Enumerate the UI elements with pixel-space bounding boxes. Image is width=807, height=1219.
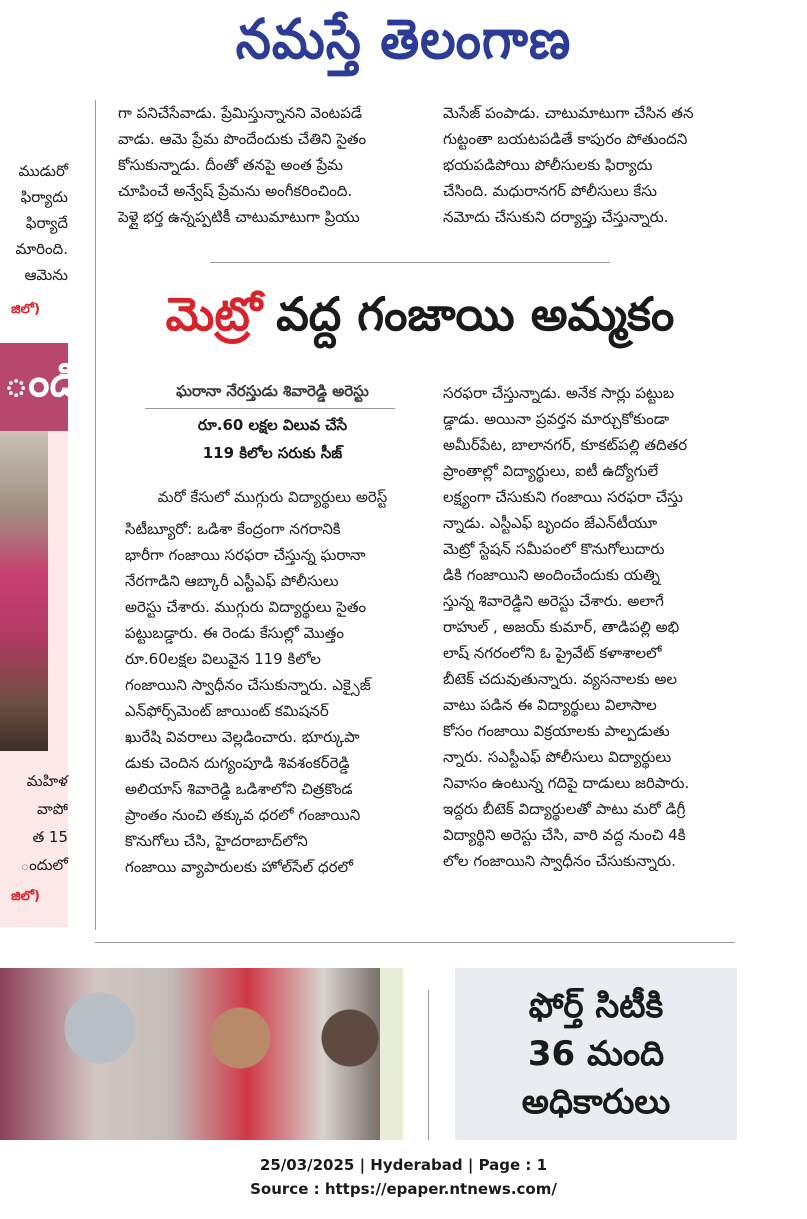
deck-subhead-3: మరో కేసులో ముగ్గురు విద్యార్థులు అరెస్ట్ bbox=[157, 488, 388, 506]
text-line: భయపడిపోయి పోలీసులకు ఫిర్యాదు bbox=[443, 156, 653, 174]
footer-source-line: Source : https://epaper.ntnews.com/ bbox=[250, 1180, 557, 1198]
story-separator bbox=[210, 262, 610, 263]
footer-date-line: 25/03/2025 | Hyderabad | Page : 1 bbox=[259, 1156, 548, 1174]
text-line: సరఫరా చేస్తున్నాడు. అనేక సార్లు పట్టుబ bbox=[443, 384, 675, 402]
left-fragment-5: ఆమెను bbox=[24, 266, 68, 284]
text-line: మెట్రో స్టేషన్ సమీపంలో కొనుగోలుదారు bbox=[443, 540, 665, 558]
text-line: నమోదు చేసుకుని దర్యాప్తు చేస్తున్నారు. bbox=[443, 208, 669, 226]
text-line: గంజాయిని స్వాధీనం చేసుకున్నారు. ఎక్సైజ్ bbox=[125, 676, 371, 694]
text-line: ప్రాంతాల్లో విద్యార్థులు, ఐటీ ఉద్యోగులే bbox=[443, 462, 659, 480]
text-line: విద్యార్థిని అరెస్టు చేసి, వారి వద్ద నుంచి 4కి bbox=[443, 826, 686, 844]
left-fragment-4: మారింది. bbox=[15, 240, 68, 258]
text-line: డికి గంజాయిని అందించేందుకు యత్ని bbox=[443, 566, 660, 584]
pink-headline-box bbox=[0, 343, 81, 431]
deck-subhead-1: ఘరానా నేరస్తుడు శివారెడ్డి అరెస్టు bbox=[176, 382, 369, 400]
text-line: వాటు పడిన ఈ విద్యార్థులు విలాసాల bbox=[443, 696, 657, 714]
text-line: ప్రాంతం నుంచి తక్కువ ధరలో గంజాయిని bbox=[125, 806, 361, 824]
masthead-title: నమస్తే తెలంగాణ bbox=[235, 6, 572, 72]
text-line: లాష్ నగరంలోని ఓ ప్రైవేట్ కళాశాలలో bbox=[443, 644, 662, 662]
section-rule bbox=[95, 942, 735, 943]
deck-subhead-2a: రూ.60 లక్షల విలువ చేసే bbox=[197, 416, 348, 434]
column-divider-left bbox=[95, 100, 96, 930]
side-headline-line-3: అధికారులు bbox=[521, 1082, 671, 1122]
text-line: గా పనిచేసేవాడు. ప్రేమిస్తున్నానని వెంటపడే bbox=[118, 104, 363, 122]
left-credit: జిలో) bbox=[11, 302, 40, 317]
left-fragment-8: త 15 bbox=[32, 828, 68, 846]
text-line: ఇద్దరు బీటెక్ విద్యార్థులతో పాటు మరో డిగ్రీ bbox=[443, 800, 686, 818]
text-line: పెళ్లై భర్త ఉన్నప్పటికీ చాటుమాటుగా ప్రియు bbox=[118, 208, 360, 226]
text-line: లోల గంజాయిని స్వాధీనం చేసుకున్నారు. bbox=[443, 852, 676, 870]
masthead bbox=[0, 0, 807, 92]
text-line: బీటెక్ చదువుతున్నారు. వ్యసనాలకు అల bbox=[443, 670, 677, 688]
text-line: భారీగా గంజాయి సరఫరా చేస్తున్న ఘరానా bbox=[125, 546, 366, 564]
text-line: వాడు. ఆమె ప్రేమ పొందేందుకు చేతిని సైతం bbox=[118, 130, 367, 148]
top-story-column-2 bbox=[443, 100, 738, 230]
top-story-column-1 bbox=[118, 100, 418, 230]
column-divider-bottom bbox=[428, 990, 429, 1140]
text-line: రాహుల్ , అజయ్ కుమార్, తాడిపల్లి అభి bbox=[443, 618, 680, 636]
text-line: నేరగాడిని ఆబ్కారీ ఎస్టీఎఫ్ పోలీసులు bbox=[125, 572, 339, 590]
pink-box-text: ండి bbox=[4, 357, 81, 406]
headline-text: వద్ద గంజాయి అమ్మకం bbox=[276, 287, 675, 341]
text-line: చేసింది. మధురానగర్ పోలీసులు కేసు bbox=[443, 182, 657, 200]
text-line: కోసం గంజాయి విక్రయాలకు పాల్పడుతు bbox=[443, 722, 670, 740]
text-line: అలియాస్ శివారెడ్డి ఒడిశాలోని చిత్రకొండ bbox=[125, 780, 353, 798]
left-fragment-2: ఫిర్యాదు bbox=[20, 188, 68, 206]
main-story-column-1 bbox=[125, 516, 417, 880]
text-line: గంజాయి వ్యాపారులకు హోల్‌సేల్ ధరలో bbox=[125, 858, 353, 876]
text-line: మెసేజ్ పంపాడు. చాటుమాటుగా చేసిన తన bbox=[443, 104, 694, 122]
side-headline-box bbox=[455, 968, 737, 1140]
deck-subhead-2b: 119 కిలోల సరుకు సీజ్ bbox=[202, 444, 343, 462]
left-fragment-9: ందులో bbox=[20, 856, 68, 874]
text-line: కొనుగోలు చేసి, హైదరాబాద్‌లోని bbox=[125, 832, 308, 850]
left-fragment-3: ఫిర్యాదే bbox=[25, 214, 68, 232]
main-headline bbox=[95, 280, 745, 360]
headline-red-word: మెట్రో bbox=[165, 287, 263, 341]
text-line: డ్డాడు. అయినా ప్రవర్తన మార్చుకోకుండా bbox=[443, 410, 670, 428]
text-line: అరెస్టు చేశారు. ముగ్గురు విద్యార్థులు సైతం bbox=[125, 598, 367, 616]
text-line: కోసుకున్నాడు. దీంతో తనపై అంత ప్రేమ bbox=[118, 156, 344, 174]
text-line: డుకు చెందిన దుగ్యంపూడి శివశంకర్‌రెడ్డి bbox=[125, 754, 350, 772]
text-line: అమీర్‌పేట, బాలానగర్, కూకట్‌పల్లి తదితర bbox=[443, 436, 688, 454]
text-line: పట్టుబడ్డారు. ఈ రెండు కేసుల్లో మొత్తం bbox=[125, 624, 344, 642]
main-story-column-2 bbox=[443, 380, 738, 874]
text-line: గుట్టంతా బయటపడితే కాపురం పోతుందని bbox=[443, 130, 688, 148]
text-line: రూ.60లక్షల విలువైన 119 కిలోల bbox=[125, 650, 321, 668]
text-line: సిటీబ్యూరో: ఒడిశా కేంద్రంగా నగరానికి bbox=[125, 520, 341, 538]
left-fragment-7: వాపో bbox=[37, 800, 68, 818]
side-headline-line-1: ఫోర్త్ సిటీకి bbox=[528, 986, 664, 1026]
deck-rule bbox=[145, 408, 395, 409]
text-line: చూపించే అన్వేష్ ప్రేమను అంగీకరించింది. bbox=[118, 182, 353, 200]
left-fragment-1: ముడురో bbox=[18, 162, 68, 180]
left-credit-bottom: జిలో) bbox=[11, 889, 40, 904]
text-line: నివాసం ఉంటున్న గదిపై దాడులు జరిపారు. bbox=[443, 774, 690, 792]
text-line: లక్ష్యంగా చేసుకుని గంజాయి సరఫరా చేస్తు bbox=[443, 488, 683, 506]
left-news-photo bbox=[0, 431, 48, 751]
text-line: ఖురేషి వివరాలు వెల్లడించారు. భూర్కుపా bbox=[125, 728, 360, 746]
text-line: న్నారు. సఎస్టీఎఫ్ పోలీసులు విద్యార్థులు bbox=[443, 748, 672, 766]
left-fragment-6: మహిళ bbox=[26, 772, 68, 790]
side-headline-line-2: 36 మంది bbox=[527, 1034, 665, 1074]
text-line: స్తున్న శివారెడ్డిని అరెస్టు చేశారు. అలాగే bbox=[443, 592, 664, 610]
text-line: ఎన్‌ఫోర్స్‌మెంట్ జాయింట్ కమిషనర్ bbox=[125, 702, 329, 720]
text-line: న్నాడు. ఎస్టీఎఫ్ బృందం జేఎన్‌టీయూ bbox=[443, 514, 658, 532]
bottom-news-photo bbox=[0, 968, 380, 1140]
